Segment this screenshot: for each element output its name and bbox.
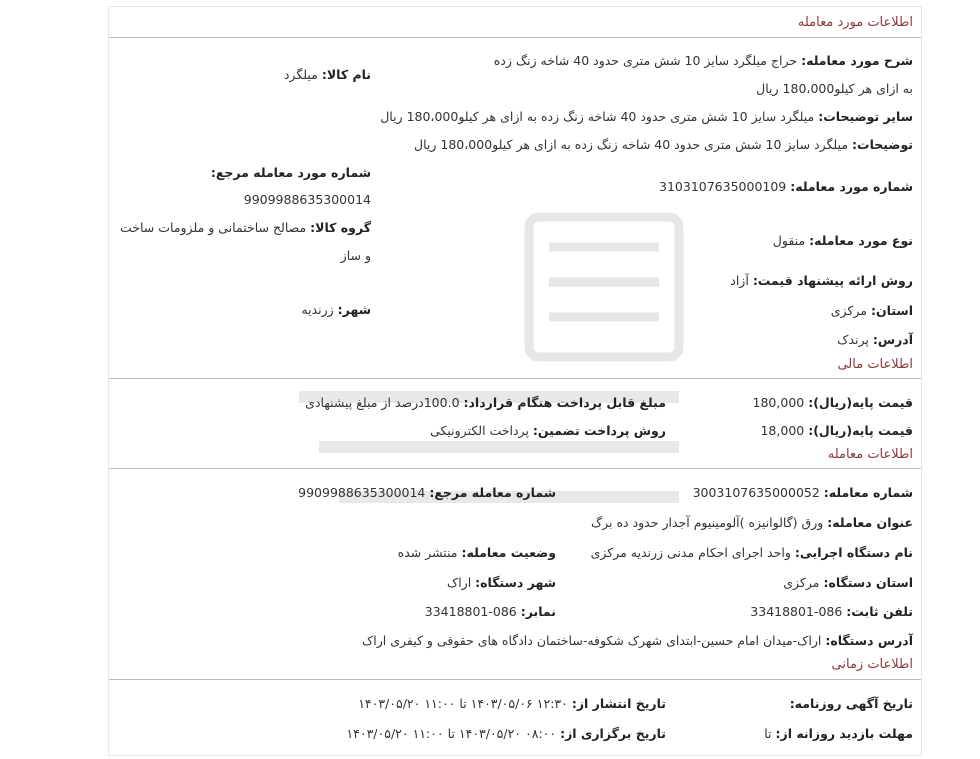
tender-detail-page <box>108 6 922 756</box>
payable-amount-value: 100.0درصد از مبلغ پیشنهادی <box>305 395 460 410</box>
base-price-field <box>753 393 913 413</box>
description-value: حراج میلگرد سایز 10 شش متری حدود 40 شاخه زنگ زده به ازای هر کیلو180،000 ریال <box>493 53 913 96</box>
deal-status-label: وضعیت معامله: <box>461 545 556 560</box>
city-value: زرندیه <box>301 302 334 317</box>
org-city-field <box>447 573 556 593</box>
org-address-label: آدرس دستگاه: <box>825 633 913 648</box>
goods-name-label: نام کالا: <box>321 67 371 82</box>
executive-org-value: واحد اجرای احکام مدنی زرندیه مرکزی <box>590 545 791 560</box>
newspaper-ad-date-label: تاریخ آگهی روزنامه: <box>789 696 913 711</box>
item-type-label: نوع مورد معامله: <box>809 233 913 248</box>
province-field <box>831 301 913 321</box>
org-province-label: استان دستگاه: <box>823 575 913 590</box>
deal-title-value: ورق (گالوانیزه )آلومینیوم آجدار حدود ده برگ <box>590 515 824 530</box>
goods-name-value: میلگرد <box>283 67 318 82</box>
daily-visit-field <box>764 724 913 744</box>
notes-label: توضیحات: <box>852 137 913 152</box>
fax-field <box>425 602 556 622</box>
org-city-label: شهر دستگاه: <box>475 575 556 590</box>
reference-number-value: 9909988635300014 <box>243 192 371 207</box>
item-type-value: منقول <box>772 233 806 248</box>
org-city-value: اراک <box>447 575 472 590</box>
other-notes-value: میلگرد سایز 10 شش متری حدود 40 شاخه زنگ زده به ازای هر کیلو180،000 ریال <box>380 109 815 124</box>
phone-value: 086-33418801 <box>750 604 843 619</box>
holding-date-label: تاریخ برگزاری از: <box>560 726 666 741</box>
payable-amount-field <box>305 393 666 413</box>
city-label: شهر: <box>337 302 371 317</box>
phone-label: تلفن ثابت: <box>846 604 913 619</box>
deal-item-number-value: 3103107635000109 <box>659 179 787 194</box>
deal-reference-label: شماره معامله مرجع: <box>429 485 556 500</box>
guarantee-method-label: روش پرداخت تضمین: <box>532 423 666 438</box>
section-title-deal: اطلاعات معامله <box>827 447 913 462</box>
notes-field <box>414 135 913 155</box>
address-label: آدرس: <box>872 332 913 347</box>
holding-date-field <box>346 724 666 744</box>
divider <box>109 468 921 469</box>
other-notes-field <box>380 107 913 127</box>
base-price-label: قیمت پایه(ریال): <box>808 395 913 410</box>
address-field <box>837 330 913 350</box>
base-price-value: 180,000 <box>752 395 805 410</box>
phone-field <box>750 602 913 622</box>
divider <box>109 378 921 379</box>
deal-status-value: منتشر شده <box>397 545 458 560</box>
publish-date-label: تاریخ انتشار از: <box>571 696 666 711</box>
payable-amount-label: مبلغ قابل پرداخت هنگام قرارداد: <box>463 395 666 410</box>
base-price-value-2: 18,000 <box>760 423 805 438</box>
deal-item-number-label: شماره مورد معامله: <box>790 179 913 194</box>
publish-date-field <box>358 694 666 714</box>
address-value: پرندک <box>837 332 869 347</box>
fax-value: 086-33418801 <box>424 604 517 619</box>
other-notes-label: سایر توضیحات: <box>818 109 913 124</box>
executive-org-label: نام دستگاه اجرایی: <box>794 545 913 560</box>
org-address-field <box>362 631 913 651</box>
goods-group-field <box>116 214 371 270</box>
goods-group-label: گروه کالا: <box>310 220 371 235</box>
goods-name-field <box>284 65 371 85</box>
base-price-label-2: قیمت پایه(ریال): <box>808 423 913 438</box>
base-price-field-2 <box>760 421 913 441</box>
org-address-value: اراک-میدان امام حسین-ابتدای شهرک شکوفه-ساختمان دادگاه های حقوقی و کیفری اراک <box>362 633 822 648</box>
publish-date-value: ۱۲:۳۰ ۱۴۰۳/۰۵/۰۶ تا ۱۱:۰۰ ۱۴۰۳/۰۵/۲۰ <box>358 696 568 711</box>
item-type-field <box>773 231 913 251</box>
section-title-timing: اطلاعات زمانی <box>831 657 913 672</box>
divider <box>109 679 921 680</box>
deal-item-number-field <box>659 177 913 197</box>
province-label: استان: <box>870 303 913 318</box>
price-method-label: روش ارائه پیشنهاد قیمت: <box>752 273 913 288</box>
description-field <box>493 47 913 103</box>
org-province-field <box>783 573 913 593</box>
description-label: شرح مورد معامله: <box>801 53 913 68</box>
fax-label: نمابر: <box>520 604 556 619</box>
section-title-deal-info: اطلاعات مورد معامله <box>797 15 913 30</box>
deal-number-label: شماره معامله: <box>823 485 913 500</box>
notes-value: میلگرد سایز 10 شش متری حدود 40 شاخه زنگ زده به ازای هر کیلو180،000 ریال <box>414 137 849 152</box>
deal-reference-field <box>298 483 556 503</box>
deal-status-field <box>398 543 556 563</box>
deal-title-field <box>591 513 913 533</box>
holding-date-value: ۰۸:۰۰ ۱۴۰۳/۰۵/۲۰ تا ۱۱:۰۰ ۱۴۰۳/۰۵/۲۰ <box>346 726 557 741</box>
deal-title-label: عنوان معامله: <box>827 515 913 530</box>
goods-group-value: مصالح ساختمانی و ملزومات ساخت و ساز <box>119 220 371 263</box>
newspaper-ad-date-field <box>790 694 913 714</box>
city-field <box>301 300 371 320</box>
province-value: مرکزی <box>830 303 867 318</box>
deal-number-field <box>693 483 913 503</box>
price-method-field <box>730 271 913 291</box>
price-method-value: آزاد <box>730 273 749 288</box>
reference-number-label: شماره مورد معامله مرجع: <box>210 165 371 180</box>
org-province-value: مرکزی <box>783 575 820 590</box>
guarantee-method-value: پرداخت الکترونیکی <box>430 423 529 438</box>
deal-number-value: 3003107635000052 <box>692 485 820 500</box>
divider <box>109 37 921 38</box>
daily-visit-label: مهلت بازدید روزانه از: <box>775 726 913 741</box>
guarantee-method-field <box>430 421 666 441</box>
deal-reference-value: 9909988635300014 <box>298 485 426 500</box>
section-title-financial: اطلاعات مالی <box>837 357 913 372</box>
executive-org-field <box>591 543 913 563</box>
daily-visit-value: تا <box>764 726 772 741</box>
